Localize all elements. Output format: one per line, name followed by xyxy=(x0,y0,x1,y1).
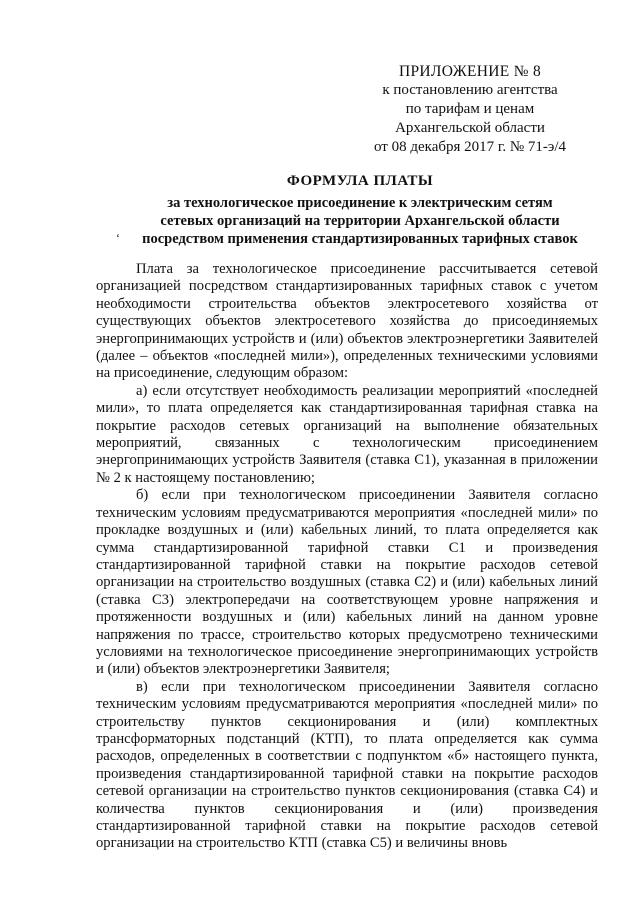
appendix-block xyxy=(360,62,580,157)
document-subtitle: за технологическое присоединение к электрическим сетям xyxy=(167,195,553,211)
appendix-line: Архангельской области xyxy=(395,120,545,136)
appendix-line: по тарифам и ценам xyxy=(405,101,535,117)
paragraph-item-b: б) если при технологическом присоединении Заявителя согласно техническим условиям предусматриваются мероприятия «последней мили» по прокладке воздушных и (или) кабельных линий, то плата определяется как сумма стандартизированной тарифной ставки С1 и произведения стандартизированной тарифной ставки на покрытие расходов сетевой организации на строительство воздушных (ставка С2) и (или) кабельных линий (ставка С3) электропередачи на соответствующем уровне напряжения и протяженности воздушных и (или) кабельных линий на данном уровне напряжения по трассе, строительство которых предусмотрено техническими условиями на технологическое присоединение энергопринимающих устройств и (или) объектов электроэнергетики Заявителя; xyxy=(96,487,598,678)
paragraph-item-c: в) если при технологическом присоединении Заявителя согласно техническим условиям предусматриваются мероприятия «последней мили» по строительству пунктов секционирования и (или) комплектных трансформаторных подстанций (КТП), то плата определяется как сумма расходов, определенных в соответствии с подпунктом «б» настоящего пункта, произведения стандартизированной тарифной ставки на покрытие расходов сетевой организации на строительство пунктов секционирования (ставка С4) и количества пунктов секционирования и (или) произведения стандартизированной тарифной ставки на покрытие расходов сетевой организации на строительство КТП (ставка С5) и величины вновь xyxy=(96,678,598,852)
appendix-line: к постановлению агентства xyxy=(382,82,558,98)
paragraph-item-a: а) если отсутствует необходимость реализации мероприятий «последней мили», то плата определяется как стандартизированная тарифная ставка на покрытие расходов сетевых организаций на выполнение обязательных мероприятий, связанных с технологическим присоединением энергопринимающих устройств Заявителя (ставка С1), указанная в приложении № 2 к настоящему постановлению; xyxy=(96,382,598,486)
document-subtitle: посредством применения стандартизированных тарифных ставок xyxy=(142,231,578,247)
appendix-title: ПРИЛОЖЕНИЕ № 8 xyxy=(398,63,542,80)
document-body xyxy=(96,261,598,853)
document-heading xyxy=(100,172,620,248)
document-subtitle: сетевых организаций на территории Архангельской области xyxy=(160,213,560,229)
appendix-line: от 08 декабря 2017 г. № 71-э/4 xyxy=(373,139,567,155)
paragraph-intro: Плата за технологическое присоединение рассчитывается сетевой организацией посредством стандартизированных тарифных ставок с учетом необходимости строительства объектов электросетевого хозяйства от существующих объектов электросетевого хозяйства до присоединяемых энергопринимающих устройств и (или) объектов электроэнергетики Заявителей (далее – объектов «последней мили»), определенных техническими условиями на присоединение, следующим образом: xyxy=(96,261,598,382)
document-title: ФОРМУЛА ПЛАТЫ xyxy=(286,173,434,189)
stray-mark: ʻ xyxy=(116,231,120,245)
